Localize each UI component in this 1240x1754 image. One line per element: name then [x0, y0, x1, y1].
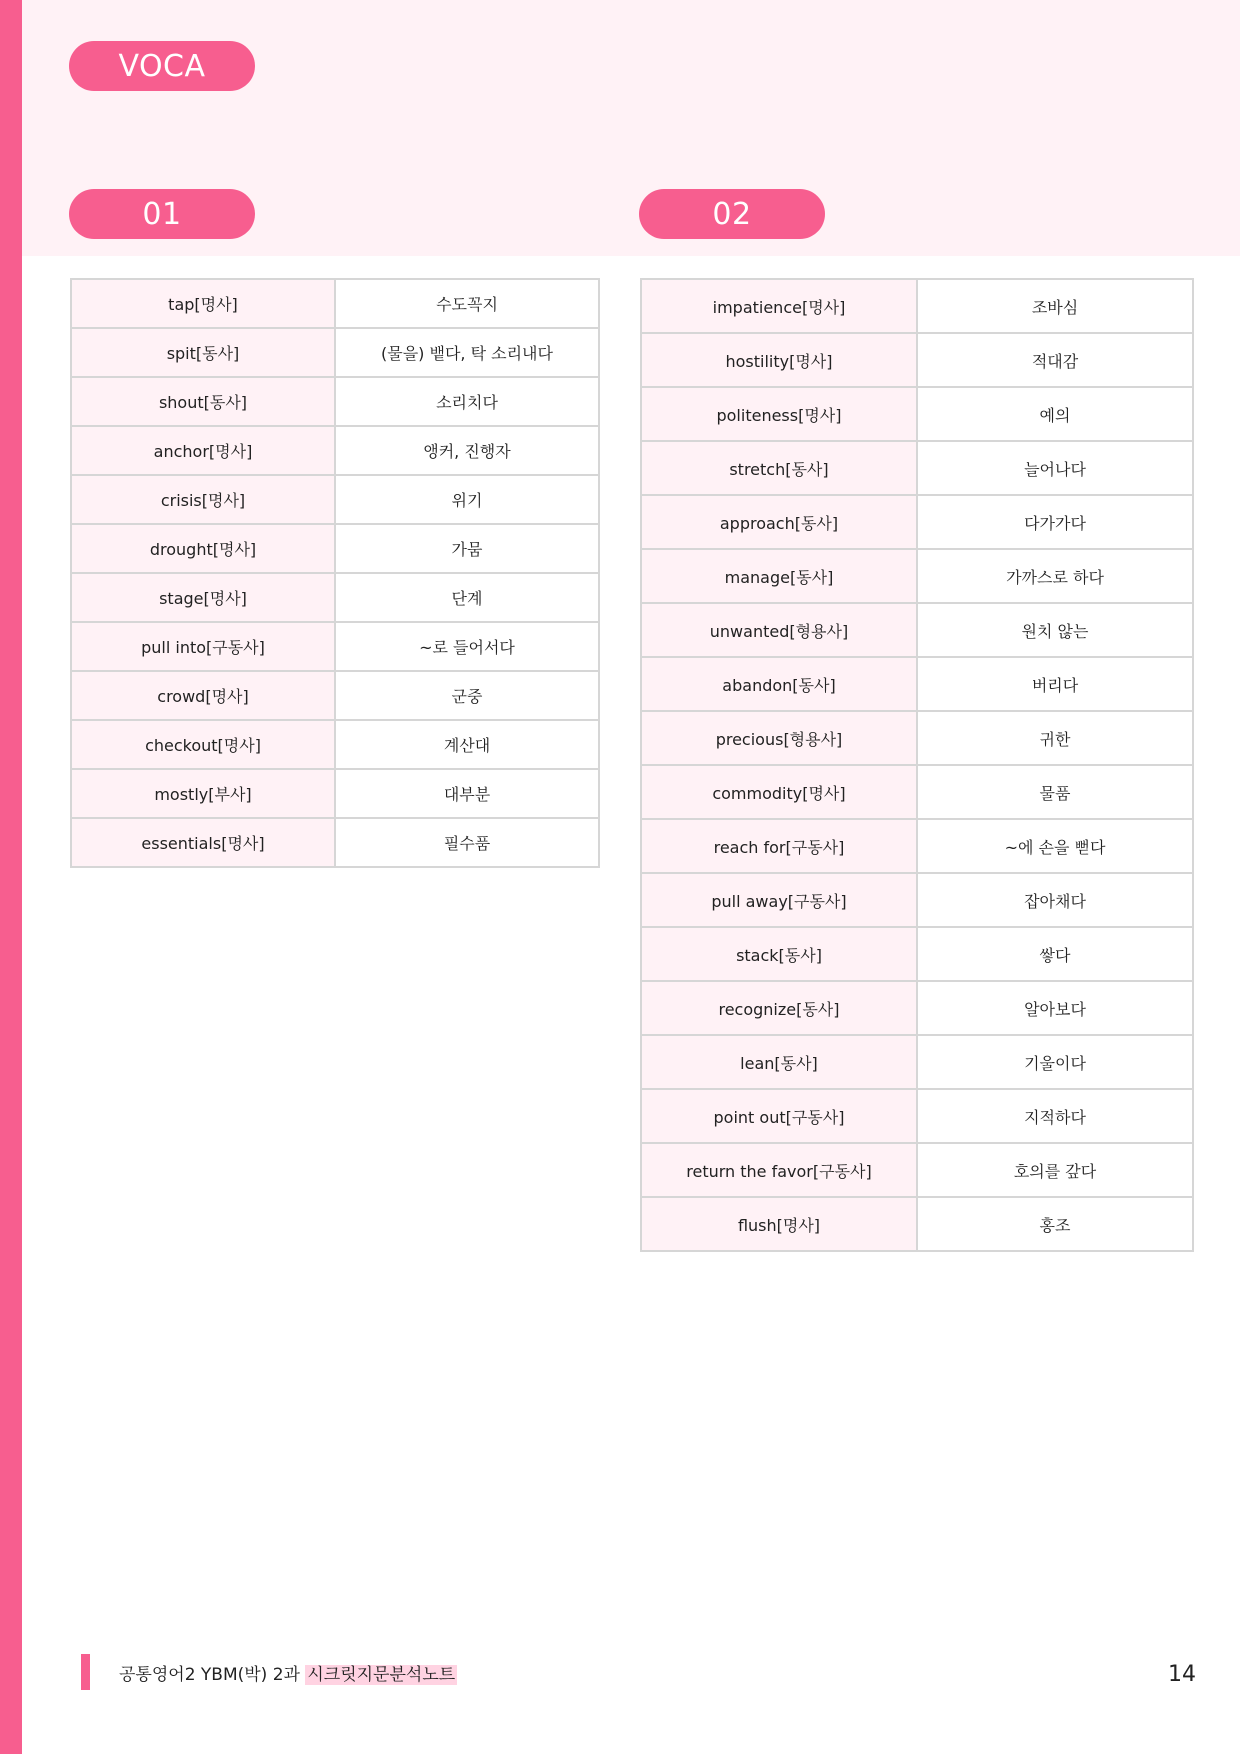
- left-accent-stripe: [0, 0, 22, 1754]
- meaning-cell: 늘어나다: [917, 441, 1193, 495]
- table-row: [641, 441, 1193, 495]
- word-cell: lean[동사]: [641, 1035, 917, 1089]
- word-cell: politeness[명사]: [641, 387, 917, 441]
- table-row: [641, 1035, 1193, 1089]
- word-cell: stage[명사]: [71, 573, 335, 622]
- table-row: [641, 765, 1193, 819]
- meaning-cell: 계산대: [335, 720, 599, 769]
- table-row: [71, 328, 599, 377]
- meaning-cell: 지적하다: [917, 1089, 1193, 1143]
- section-01-badge: 01: [69, 189, 255, 239]
- meaning-cell: 대부분: [335, 769, 599, 818]
- word-cell: recognize[동사]: [641, 981, 917, 1035]
- word-cell: unwanted[형용사]: [641, 603, 917, 657]
- footer-highlight: 시크릿지문분석노트: [307, 1665, 456, 1685]
- table-row: [71, 818, 599, 867]
- table-row: [641, 657, 1193, 711]
- word-cell: pull into[구동사]: [71, 622, 335, 671]
- word-cell: checkout[명사]: [71, 720, 335, 769]
- meaning-cell: ~에 손을 뻗다: [917, 819, 1193, 873]
- table-row: [641, 927, 1193, 981]
- table-row: [71, 622, 599, 671]
- word-cell: drought[명사]: [71, 524, 335, 573]
- word-cell: reach for[구동사]: [641, 819, 917, 873]
- page-number: 14: [1168, 1662, 1196, 1687]
- meaning-cell: 호의를 갚다: [917, 1143, 1193, 1197]
- meaning-cell: 가뭄: [335, 524, 599, 573]
- section-02-badge: 02: [639, 189, 825, 239]
- word-cell: spit[동사]: [71, 328, 335, 377]
- word-cell: anchor[명사]: [71, 426, 335, 475]
- word-cell: crisis[명사]: [71, 475, 335, 524]
- table-row: [641, 981, 1193, 1035]
- meaning-cell: 버리다: [917, 657, 1193, 711]
- meaning-cell: 조바심: [917, 279, 1193, 333]
- voca-badge: VOCA: [69, 41, 255, 91]
- meaning-cell: 예의: [917, 387, 1193, 441]
- meaning-cell: 소리치다: [335, 377, 599, 426]
- meaning-cell: 군중: [335, 671, 599, 720]
- meaning-cell: 필수품: [335, 818, 599, 867]
- table-row: [71, 573, 599, 622]
- table-row: [71, 426, 599, 475]
- meaning-cell: 알아보다: [917, 981, 1193, 1035]
- footer-book-title: 공통영어2 YBM(박) 2과: [119, 1665, 300, 1685]
- word-cell: stack[동사]: [641, 927, 917, 981]
- meaning-cell: 단계: [335, 573, 599, 622]
- table-row: [641, 819, 1193, 873]
- table-row: [641, 387, 1193, 441]
- table-row: [641, 1197, 1193, 1251]
- word-cell: commodity[명사]: [641, 765, 917, 819]
- meaning-cell: 가까스로 하다: [917, 549, 1193, 603]
- meaning-cell: 잡아채다: [917, 873, 1193, 927]
- meaning-cell: 적대감: [917, 333, 1193, 387]
- word-cell: manage[동사]: [641, 549, 917, 603]
- table-row: [641, 603, 1193, 657]
- word-cell: hostility[명사]: [641, 333, 917, 387]
- word-cell: abandon[동사]: [641, 657, 917, 711]
- table-row: [641, 1089, 1193, 1143]
- table-row: [641, 279, 1193, 333]
- word-cell: precious[형용사]: [641, 711, 917, 765]
- meaning-cell: ~로 들어서다: [335, 622, 599, 671]
- word-cell: flush[명사]: [641, 1197, 917, 1251]
- word-cell: return the favor[구동사]: [641, 1143, 917, 1197]
- meaning-cell: 위기: [335, 475, 599, 524]
- word-cell: pull away[구동사]: [641, 873, 917, 927]
- meaning-cell: 물품: [917, 765, 1193, 819]
- word-cell: point out[구동사]: [641, 1089, 917, 1143]
- table-row: [71, 671, 599, 720]
- vocab-table-02: [640, 278, 1194, 1252]
- vocab-table-01: [70, 278, 600, 868]
- table-row: [641, 1143, 1193, 1197]
- word-cell: tap[명사]: [71, 279, 335, 328]
- table-row: [71, 720, 599, 769]
- word-cell: impatience[명사]: [641, 279, 917, 333]
- table-row: [641, 711, 1193, 765]
- footer-accent-bar: [81, 1654, 90, 1690]
- meaning-cell: 기울이다: [917, 1035, 1193, 1089]
- word-cell: shout[동사]: [71, 377, 335, 426]
- footer-title: [119, 1660, 457, 1685]
- word-cell: mostly[부사]: [71, 769, 335, 818]
- table-row: [641, 333, 1193, 387]
- table-row: [71, 769, 599, 818]
- table-row: [71, 279, 599, 328]
- meaning-cell: 쌓다: [917, 927, 1193, 981]
- meaning-cell: 귀한: [917, 711, 1193, 765]
- word-cell: essentials[명사]: [71, 818, 335, 867]
- table-row: [641, 873, 1193, 927]
- meaning-cell: 수도꼭지: [335, 279, 599, 328]
- meaning-cell: 원치 않는: [917, 603, 1193, 657]
- table-row: [71, 475, 599, 524]
- meaning-cell: 홍조: [917, 1197, 1193, 1251]
- word-cell: stretch[동사]: [641, 441, 917, 495]
- table-row: [71, 524, 599, 573]
- table-row: [641, 549, 1193, 603]
- meaning-cell: (물을) 뱉다, 탁 소리내다: [335, 328, 599, 377]
- word-cell: crowd[명사]: [71, 671, 335, 720]
- table-row: [71, 377, 599, 426]
- table-row: [641, 495, 1193, 549]
- word-cell: approach[동사]: [641, 495, 917, 549]
- meaning-cell: 앵커, 진행자: [335, 426, 599, 475]
- meaning-cell: 다가가다: [917, 495, 1193, 549]
